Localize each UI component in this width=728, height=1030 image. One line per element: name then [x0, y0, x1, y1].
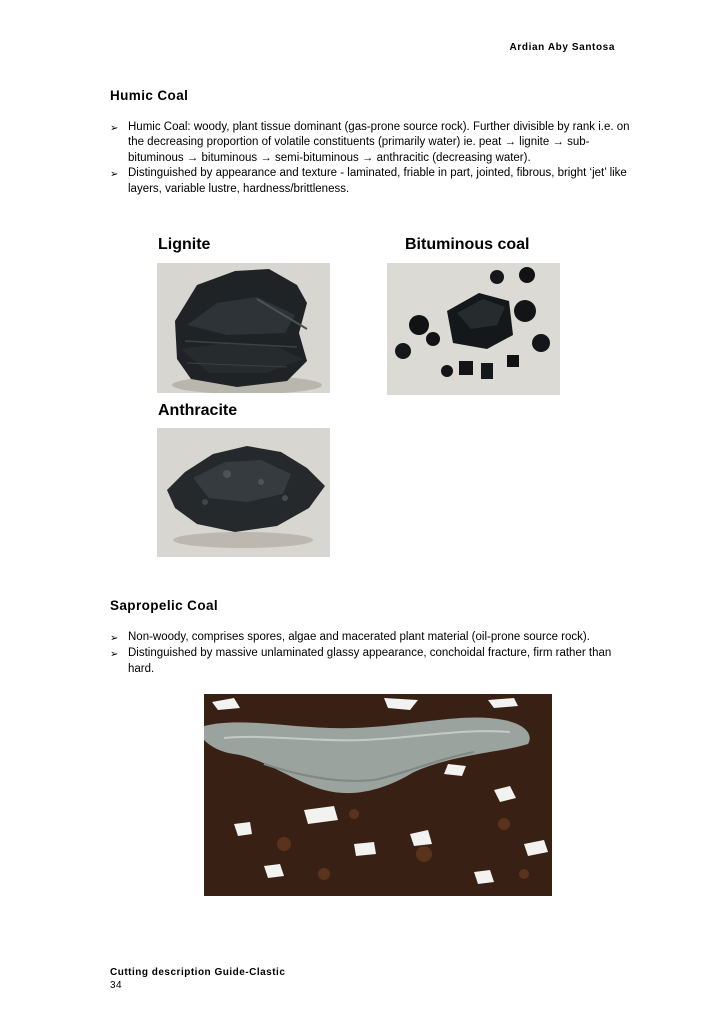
lignite-photo [157, 263, 330, 393]
sapropelic-bullet-list [110, 630, 630, 677]
page-number: 34 [110, 980, 123, 991]
list-item: ➢ Distinguished by massive unlaminated glassy appearance, conchoidal fracture, firm rather than hard. [110, 646, 630, 677]
footer-title: Cutting description Guide-Clastic [110, 967, 286, 978]
sapropelic-thin-section-photo [204, 694, 552, 896]
bituminous-photo [387, 263, 560, 395]
caption-anthracite: Anthracite [158, 402, 238, 419]
author-header: Ardian Aby Santosa [509, 42, 615, 53]
humic-bullet-list [110, 120, 630, 197]
list-item: ➢ Non-woody, comprises spores, algae and macerated plant material (oil-prone source rock). [110, 630, 630, 646]
list-item: ➢ Humic Coal: woody, plant tissue dominant (gas-prone source rock). Further divisible by rank i.e. on the decreasing proportion of volatile constituents (primarily water) ie. peat → lignite → sub-bituminous → bituminous → semi-bituminous → anthracitic (decreasing water). [110, 120, 630, 166]
list-item: ➢ Distinguished by appearance and texture - laminated, friable in part, jointed, fibrous, bright ‘jet’ like layers, variable lustre, hardness/brittleness. [110, 166, 630, 197]
anthracite-photo [157, 428, 330, 557]
caption-bituminous: Bituminous coal [405, 236, 530, 253]
caption-lignite: Lignite [158, 236, 211, 253]
page-footer [110, 966, 285, 992]
arrow-bullet-icon: ➢ [110, 633, 119, 644]
section-title-humic: Humic Coal [110, 88, 189, 103]
section-title-sapropelic: Sapropelic Coal [110, 598, 219, 613]
arrow-bullet-icon: ➢ [110, 649, 119, 661]
arrow-bullet-icon: ➢ [110, 169, 119, 181]
arrow-bullet-icon: ➢ [110, 123, 119, 134]
